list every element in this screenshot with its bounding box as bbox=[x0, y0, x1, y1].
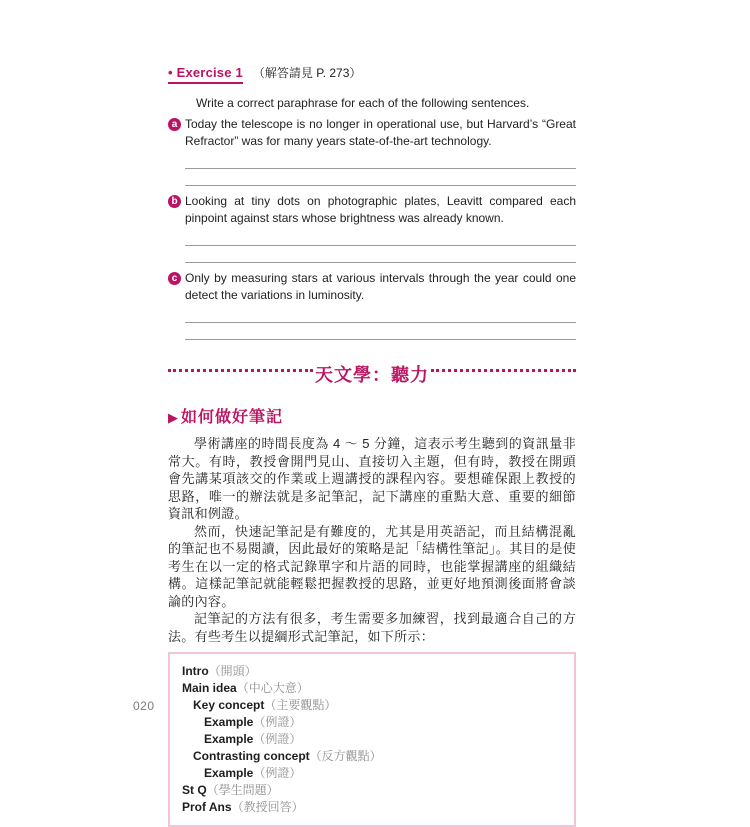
item-sentence: Only by measuring stars at various intervals through the year could one detect the variations in luminosity. bbox=[185, 271, 576, 302]
outline-row bbox=[182, 799, 562, 816]
outline-term: Example bbox=[204, 766, 254, 780]
body-paragraph: 記筆記的方法有很多，考生需要多加練習，找到最適合自己的方法。有些考生以提綱形式記筆記，如下所示： bbox=[168, 611, 576, 644]
exercise-instruction: Write a correct paraphrase for each of the following sentences. bbox=[196, 96, 530, 110]
outline-row bbox=[182, 765, 562, 782]
outline-row bbox=[182, 697, 562, 714]
page-number: 020 bbox=[133, 699, 155, 713]
outline-term: Main idea bbox=[182, 681, 237, 695]
answer-line bbox=[185, 229, 576, 246]
outline-term: Example bbox=[204, 715, 254, 729]
outline-translation: （主要觀點） bbox=[264, 698, 337, 712]
outline-term: Prof Ans bbox=[182, 800, 232, 814]
subsection-heading-label: 如何做好筆記 bbox=[181, 409, 284, 426]
page-content bbox=[168, 64, 576, 827]
outline-row bbox=[182, 714, 562, 731]
exercise-item-a bbox=[168, 116, 576, 150]
outline-translation: （中心大意） bbox=[236, 681, 309, 695]
exercise-item-b bbox=[168, 193, 576, 227]
item-letter-badge: c bbox=[168, 272, 181, 285]
item-letter-badge: a bbox=[168, 118, 181, 131]
outline-translation: （反方觀點） bbox=[309, 749, 382, 763]
item-letter-badge: b bbox=[168, 195, 181, 208]
answer-lines-a bbox=[185, 152, 576, 186]
item-sentence: Looking at tiny dots on photographic plates, Leavitt compared each pinpoint against stars whose brightness was already known. bbox=[185, 194, 576, 225]
subsection-heading bbox=[168, 404, 576, 427]
outline-translation: （例證） bbox=[253, 732, 302, 746]
answer-line bbox=[185, 306, 576, 323]
answer-line bbox=[185, 152, 576, 169]
outline-row bbox=[182, 663, 562, 680]
exercise-item-c bbox=[168, 270, 576, 304]
body-paragraph: 學術講座的時間長度為 4 ～ 5 分鐘，這表示考生聽到的資訊量非常大。有時，教授會開門見山、直接切入主題，但有時，教授在開頭會先講某項該交的作業或上週講授的課程內容。要想確保跟上教授的思路，唯一的辦法就是多記筆記，記下講座的重點大意、重要的細節資訊和例證。 bbox=[168, 436, 576, 521]
exercise-title bbox=[168, 65, 243, 84]
answer-reference: （解答請見 P. 273） bbox=[252, 66, 362, 80]
answer-line bbox=[185, 246, 576, 263]
outline-translation: （學生問題） bbox=[206, 783, 279, 797]
outline-term: St Q bbox=[182, 783, 207, 797]
answer-lines-b bbox=[185, 229, 576, 263]
outline-translation: （教授回答） bbox=[231, 800, 304, 814]
outline-term: Contrasting concept bbox=[193, 749, 310, 763]
answer-lines-c bbox=[185, 306, 576, 340]
outline-translation: （例證） bbox=[253, 715, 302, 729]
answer-line bbox=[185, 323, 576, 340]
section-divider bbox=[168, 361, 576, 387]
section-title: 天文學：聽力 bbox=[315, 365, 429, 385]
answer-line bbox=[185, 169, 576, 186]
dotted-rule-left bbox=[168, 369, 313, 372]
outline-translation: （開頭） bbox=[208, 664, 257, 678]
outline-translation: （例證） bbox=[253, 766, 302, 780]
triangle-marker-icon: ▶ bbox=[168, 410, 179, 425]
outline-term: Key concept bbox=[193, 698, 265, 712]
exercise-header bbox=[168, 64, 576, 84]
outline-row bbox=[182, 680, 562, 697]
outline-row bbox=[182, 731, 562, 748]
outline-term: Example bbox=[204, 732, 254, 746]
outline-row bbox=[182, 748, 562, 765]
outline-row bbox=[182, 782, 562, 799]
bullet-icon: • bbox=[168, 65, 173, 80]
item-sentence: Today the telescope is no longer in operational use, but Harvard’s “Great Refractor” was for many years state-of-the-art technology. bbox=[185, 117, 576, 148]
body-paragraph: 然而，快速記筆記是有難度的，尤其是用英語記，而且結構混亂的筆記也不易閱讀，因此最好的策略是記「結構性筆記」。其目的是使考生在以一定的格式記錄單字和片語的同時，也能掌握講座的組織結構。這樣記筆記就能輕鬆把握教授的思路，並更好地預測後面將會談論的內容。 bbox=[168, 523, 576, 609]
dotted-rule-right bbox=[431, 369, 576, 372]
outline-term: Intro bbox=[182, 664, 209, 678]
note-outline-box bbox=[168, 652, 576, 827]
exercise-title-label: Exercise 1 bbox=[176, 65, 243, 80]
